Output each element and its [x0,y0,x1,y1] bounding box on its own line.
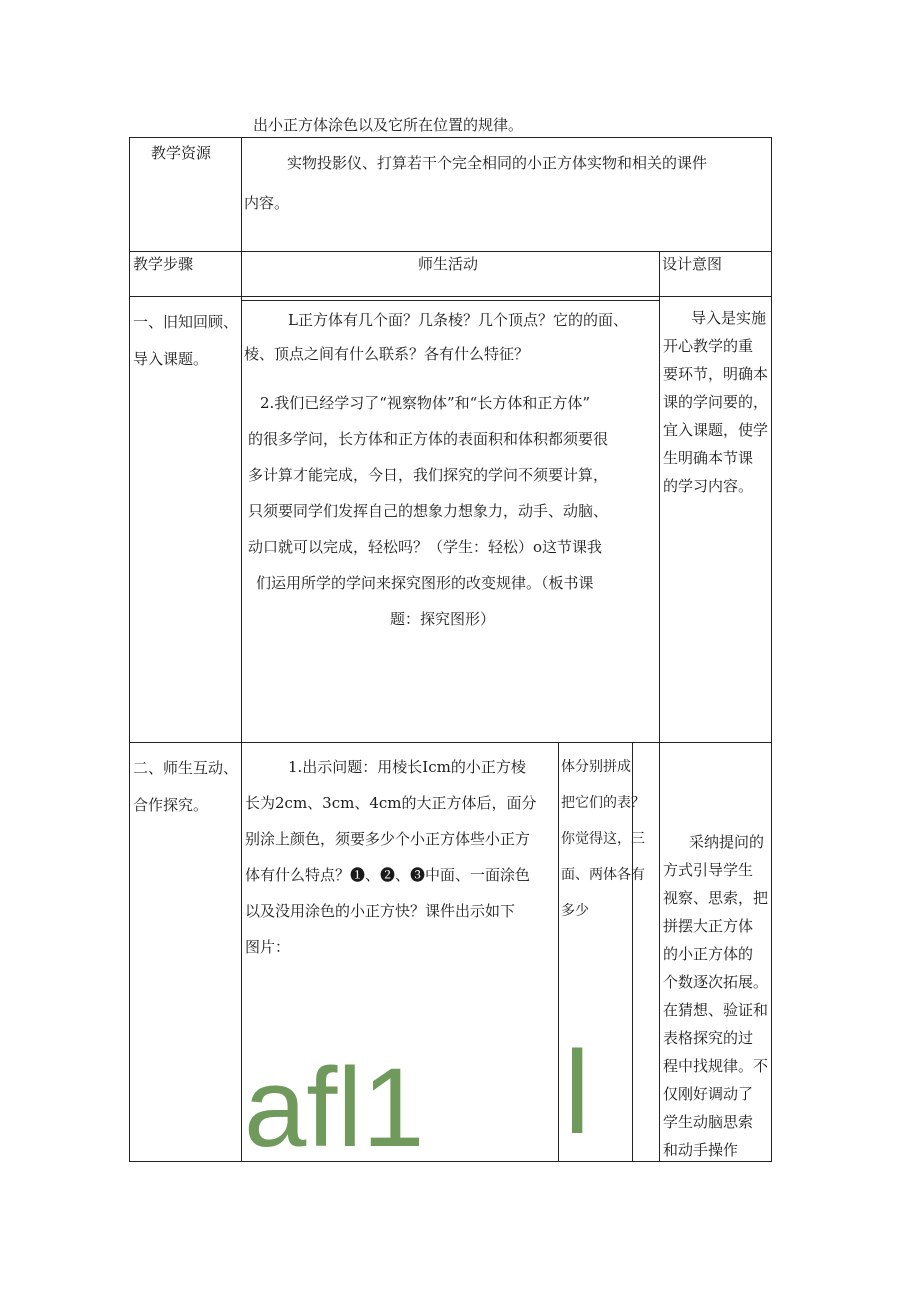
step2-intent-line: 的小正方体的 [663,945,754,963]
step1-activity-line: L正方体有几个面？几条棱？几个顶点？它的的面、 [288,311,628,329]
cube-figure-graphic-bar: l [564,1027,591,1159]
step1-activity-line: 2.我们已经学习了“视察物体”和“长方体和正方体” [260,394,590,412]
step2-side-line: 多少 [561,903,589,919]
step2-activity-line: 体有什么特点？❶、❷、❸中面、一面涂色 [245,866,531,884]
step1-label: 导入课题。 [133,350,209,368]
resources-line: 内容。 [244,194,290,212]
step2-intent-line: 程中找规律。不 [663,1057,769,1075]
step2-intent-line: 个数逐次拓展。 [663,973,769,991]
step2-label: 合作探究。 [133,796,209,814]
resources-line: 实物投影仪、打算若干个完全相同的小正方体实物和相关的课件 [287,154,708,172]
step2-activity-line: 图片： [245,938,291,956]
step1-activity-line: 们运用所学的学问来探究图形的改变规律。（板书课 [256,574,594,592]
step1-intent-line: 要环节，明确本 [663,365,769,383]
step2-activity-line: 以及没用涂色的小正方快？课件出示如下 [245,902,516,920]
step1-activity-line: 的很多学问，长方体和正方体的表面积和体积都须要很 [248,430,609,448]
step2-intent-line: 学生动脑思索 [663,1113,754,1131]
step1-intent-line: 生明确本节课 [663,449,754,467]
step2-activity-line: 1.出示问题：用棱长Icm的小正方棱 [288,758,526,776]
step2-intent-line: 仅刚好调动了 [663,1085,754,1103]
step2-intent-line: 表格探究的过 [663,1029,754,1047]
step1-intent-line: 课的学问要的， [663,393,769,411]
step1-intent-line: 导入是实施 [691,309,767,327]
step2-side-line: 面、两体各有 [561,867,645,883]
step2-label: 二、师生互动、 [133,759,239,777]
step1-activity-line: 动口就可以完成，轻松吗？（学生：轻松）o这节课我 [248,538,603,556]
header-intent: 设计意图 [662,255,723,273]
step2-intent-line: 在猜想、验证和 [663,1001,769,1019]
step2-side-line: 把它们的表？ [561,795,645,811]
step1-activity-line: 多计算才能完成，今日，我们探究的学问不须要计算， [248,466,609,484]
step1-label: 一、旧知回顾、 [133,313,239,331]
step2-intent-line: 和动手操作 [663,1141,739,1159]
header-steps: 教学步骤 [133,255,194,273]
step2-activity-line: 别涂上颜色，须要多少个小正方体些小正方 [245,830,531,848]
step1-activity-line: 棱、顶点之间有什么联系？各有什么特征？ [244,345,530,363]
step2-side-line: 你觉得这，三 [561,831,645,847]
cube-figure-graphic-text: afl1 [244,1045,425,1170]
step1-intent-line: 的学习内容。 [663,477,754,495]
step1-activity-line: 题：探究图形） [390,610,496,628]
step2-activity-line: 长为2cm、3cm、4cm的大正方体后，面分 [245,794,537,812]
step1-activity-line: 只须要同学们发挥自己的想象力想象力，动手、动脑、 [248,502,609,520]
step2-intent-line: 视察、思索，把 [663,889,769,907]
step1-intent-line: 开心教学的重 [663,337,754,355]
step2-side-line: 体分别拼成 [561,759,631,775]
step2-intent-line: 采纳提问的 [689,833,765,851]
header-activities: 师生活动 [418,255,479,273]
step2-intent-line: 拼摆大正方体 [663,917,754,935]
intro-continuation: 出小正方体涂色以及它所在位置的规律。 [253,116,524,134]
step1-intent-line: 宜入课题，使学 [663,421,769,439]
resources-label: 教学资源 [151,144,212,162]
step2-intent-line: 方式引导学生 [663,861,754,879]
